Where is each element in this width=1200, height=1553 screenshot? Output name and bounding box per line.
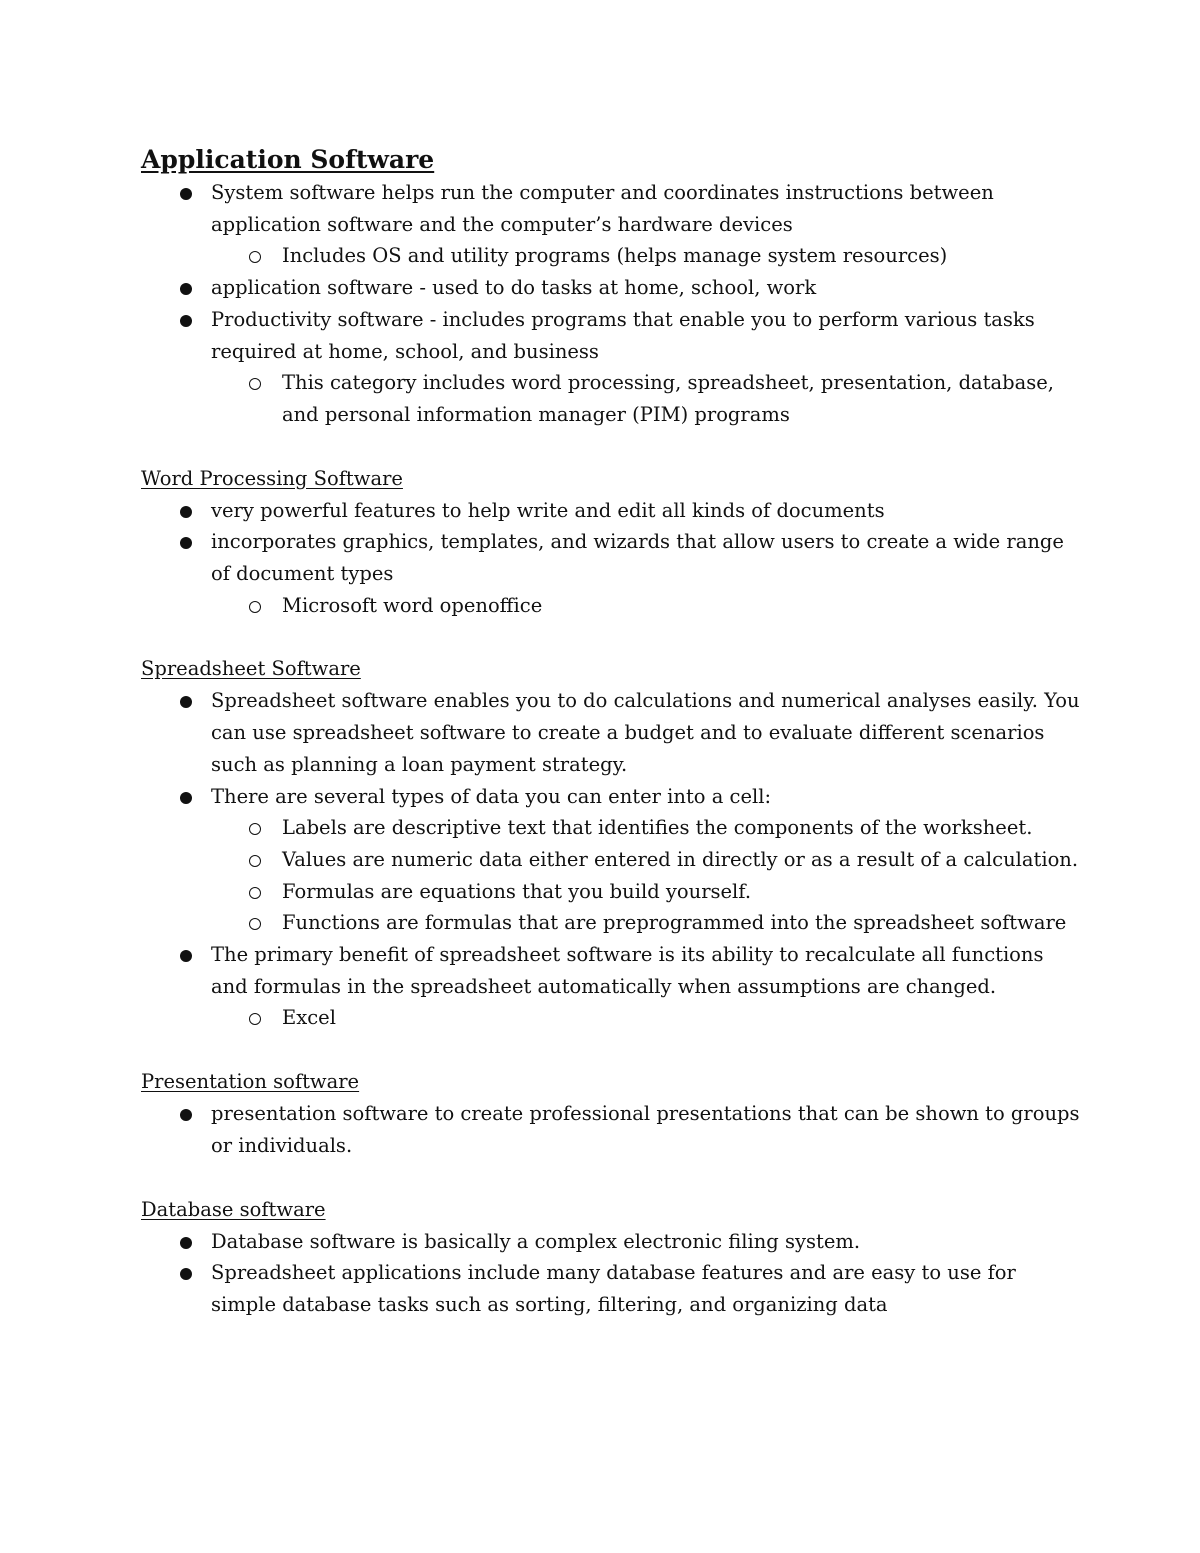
- list-item-text: Spreadsheet software enables you to do calculations and numerical analyses easily. You can use spreadsheet software to create a budget and to evaluate different scenarios such as planning a loan payment strategy.: [211, 689, 1080, 776]
- section: [141, 1066, 1081, 1161]
- document-title: Application Software: [141, 145, 435, 174]
- bullet-circle-icon: [249, 823, 261, 835]
- list-item: [141, 272, 1081, 304]
- sub-list-item: [211, 812, 1081, 844]
- list-item-text: The primary benefit of spreadsheet software is its ability to recalculate all functions and formulas in the spreadsheet automatically when assumptions are changed.: [211, 943, 1044, 998]
- section: [141, 1194, 1081, 1321]
- bullet-disc-icon: [180, 792, 192, 804]
- list-item-text: There are several types of data you can enter into a cell:: [211, 784, 772, 808]
- bullet-list: [141, 177, 1081, 431]
- bullet-disc-icon: [180, 506, 192, 518]
- sub-bullet-list: [211, 812, 1081, 939]
- bullet-list: [141, 495, 1081, 622]
- bullet-circle-icon: [249, 887, 261, 899]
- section: [141, 653, 1081, 1034]
- list-item: [141, 495, 1081, 527]
- list-item: [141, 304, 1081, 367]
- sub-list-item-text: Values are numeric data either entered in directly or as a result of a calculation.: [282, 847, 1079, 871]
- bullet-circle-icon: [249, 251, 261, 263]
- list-item-text: incorporates graphics, templates, and wizards that allow users to create a wide range of document types: [211, 530, 1064, 586]
- list-item: [141, 1098, 1081, 1161]
- sub-bullet-list: [211, 1002, 1081, 1034]
- bullet-disc-icon: [180, 315, 192, 327]
- list-item: [141, 781, 1081, 813]
- sub-list-item-text: Excel: [282, 1006, 336, 1030]
- sub-list-item-text: Includes OS and utility programs (helps manage system resources): [282, 244, 948, 268]
- sub-list-item-text: This category includes word processing, spreadsheet, presentation, database, and personal information manager (PIM) programs: [282, 371, 1055, 426]
- sub-list-item: [211, 907, 1081, 939]
- section-heading: Spreadsheet Software: [141, 657, 361, 681]
- sub-list-item: [211, 1002, 1081, 1034]
- bullet-disc-icon: [180, 696, 192, 708]
- list-item: [141, 939, 1081, 1002]
- list-item: [141, 685, 1081, 780]
- bullet-disc-icon: [180, 1237, 192, 1249]
- sub-bullet-list: [211, 367, 1081, 430]
- section-heading: Database software: [141, 1197, 326, 1221]
- bullet-circle-icon: [249, 378, 261, 390]
- bullet-disc-icon: [180, 188, 192, 200]
- bullet-list: [141, 685, 1081, 1034]
- bullet-list: [141, 1098, 1081, 1161]
- sub-list-item-text: Functions are formulas that are preprogrammed into the spreadsheet software: [282, 911, 1067, 935]
- sub-bullet-list: [211, 590, 1081, 622]
- sub-list-item-text: Microsoft word openoffice: [282, 593, 543, 617]
- sub-list-item: [211, 367, 1081, 430]
- list-item: [141, 526, 1081, 589]
- section: [141, 463, 1081, 622]
- sub-list-item-text: Formulas are equations that you build yourself.: [282, 879, 752, 903]
- bullet-circle-icon: [249, 1013, 261, 1025]
- section: [141, 143, 1081, 431]
- list-item-text: System software helps run the computer and coordinates instructions between application software and the computer’s hardware devices: [211, 181, 994, 236]
- bullet-disc-icon: [180, 1268, 192, 1280]
- list-item-text: very powerful features to help write and edit all kinds of documents: [211, 498, 885, 522]
- section-heading: Word Processing Software: [141, 466, 403, 490]
- bullet-disc-icon: [180, 283, 192, 295]
- bullet-list: [141, 1226, 1081, 1321]
- list-item: [141, 177, 1081, 240]
- sub-list-item: [211, 240, 1081, 272]
- list-item: [141, 1226, 1081, 1258]
- sub-list-item: [211, 876, 1081, 908]
- section-heading: Presentation software: [141, 1070, 360, 1094]
- bullet-circle-icon: [249, 855, 261, 867]
- list-item-text: Productivity software - includes programs that enable you to perform various tasks required at home, school, and business: [211, 307, 1035, 363]
- sub-bullet-list: [211, 240, 1081, 272]
- list-item-text: presentation software to create professional presentations that can be shown to groups or individuals.: [211, 1102, 1080, 1157]
- bullet-disc-icon: [180, 1109, 192, 1121]
- sub-list-item: [211, 844, 1081, 876]
- list-item-text: application software - used to do tasks at home, school, work: [211, 276, 817, 300]
- bullet-circle-icon: [249, 601, 261, 613]
- list-item: [141, 1257, 1081, 1320]
- sub-list-item: [211, 590, 1081, 622]
- bullet-disc-icon: [180, 537, 192, 549]
- sub-list-item-text: Labels are descriptive text that identifies the components of the worksheet.: [282, 816, 1033, 840]
- bullet-circle-icon: [249, 918, 261, 930]
- document-page: [141, 143, 1081, 1321]
- list-item-text: Database software is basically a complex electronic filing system.: [211, 1229, 861, 1253]
- list-item-text: Spreadsheet applications include many database features and are easy to use for simple database tasks such as sorting, filtering, and organizing data: [211, 1261, 1016, 1316]
- bullet-disc-icon: [180, 950, 192, 962]
